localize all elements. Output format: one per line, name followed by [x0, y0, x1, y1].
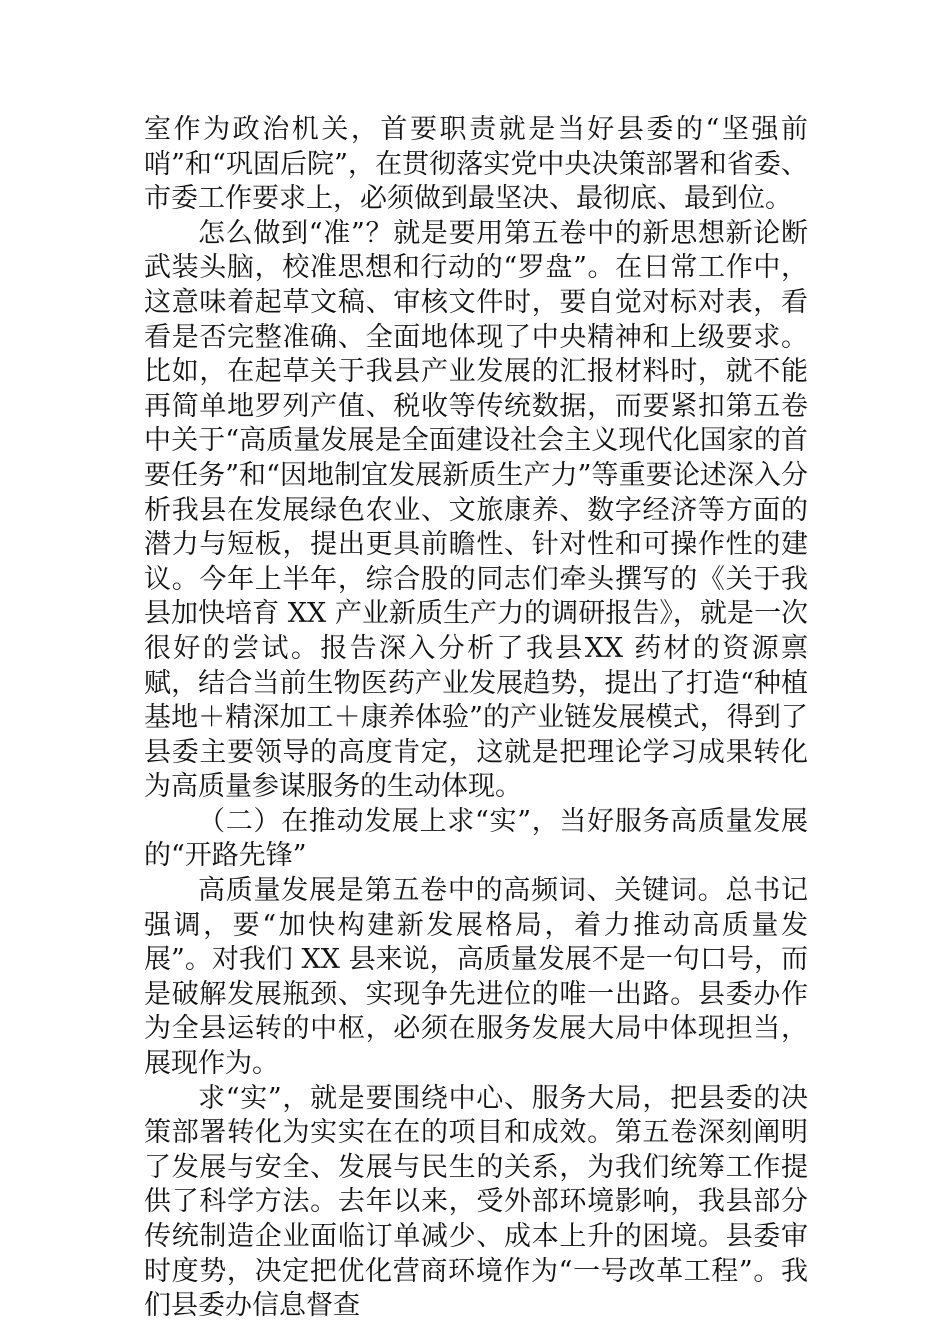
paragraph-high-quality-development: 高质量发展是第五卷中的高频词、关键词。总书记强调，要“加快构建新发展格局，着力推动高质量发展”。对我们 XX 县来说，高质量发展不是一句口号，而是破解发展瓶颈、实现争先进位的唯一出路。县委办作为全县运转的中枢，必须在服务发展大局中体现担当，展现作为。 — [144, 875, 808, 1080]
paragraph-how-to-be-accurate: 怎么做到“准”？就是要用第五卷中的新思想新论断武装头脑，校准思想和行动的“罗盘”。在日常工作中，这意味着起草文稿、审核文件时，要自觉对标对表，看看是否完整准确、全面地体现了中央精神和上级要求。比如，在起草关于我县产业发展的汇报材料时，就不能再简单地罗列产值、税收等传统数据，而要紧扣第五卷中关于“高质量发展是全面建设社会主义现代化国家的首要任务”和“因地制宜发展新质生产力”等重要论述深入分析我县在发展绿色农业、文旅康养、数字经济等方面的潜力与短板，提出更具前瞻性、针对性和可操作性的建议。今年上半年，综合股的同志们牵头撰写的《关于我县加快培育 XX 产业新质生产力的调研报告》，就是一次很好的尝试。报告深入分析了我县XX 药材的资源禀赋，结合当前生物医药产业发展趋势，提出了打造“种植基地＋精深加工＋康养体验”的产业链发展模式，得到了县委主要领导的高度肯定，这就是把理论学习成果转化为高质量参谋服务的生动体现。 — [144, 217, 808, 803]
section-heading-2: （二）在推动发展上求“实”，当好服务高质量发展的“开路先锋” — [144, 805, 808, 872]
paragraph-seek-practical: 求“实”，就是要围绕中心、服务大局，把县委的决策部署转化为实实在在的项目和成效。第五卷深刻阐明了发展与安全、发展与民生的关系，为我们统筹工作提供了科学方法。去年以来，受外部环境影响，我县部分传统制造企业面临订单减少、成本上升的困境。县委审时度势，决定把优化营商环境作为“一号改革工程”。我们县委办信息督查 — [144, 1082, 808, 1322]
body-text — [144, 113, 808, 1324]
paragraph-continuation: 室作为政治机关，首要职责就是当好县委的“坚强前哨”和“巩固后院”，在贯彻落实党中央决策部署和省委、市委工作要求上，必须做到最坚决、最彻底、最到位。 — [144, 114, 808, 215]
